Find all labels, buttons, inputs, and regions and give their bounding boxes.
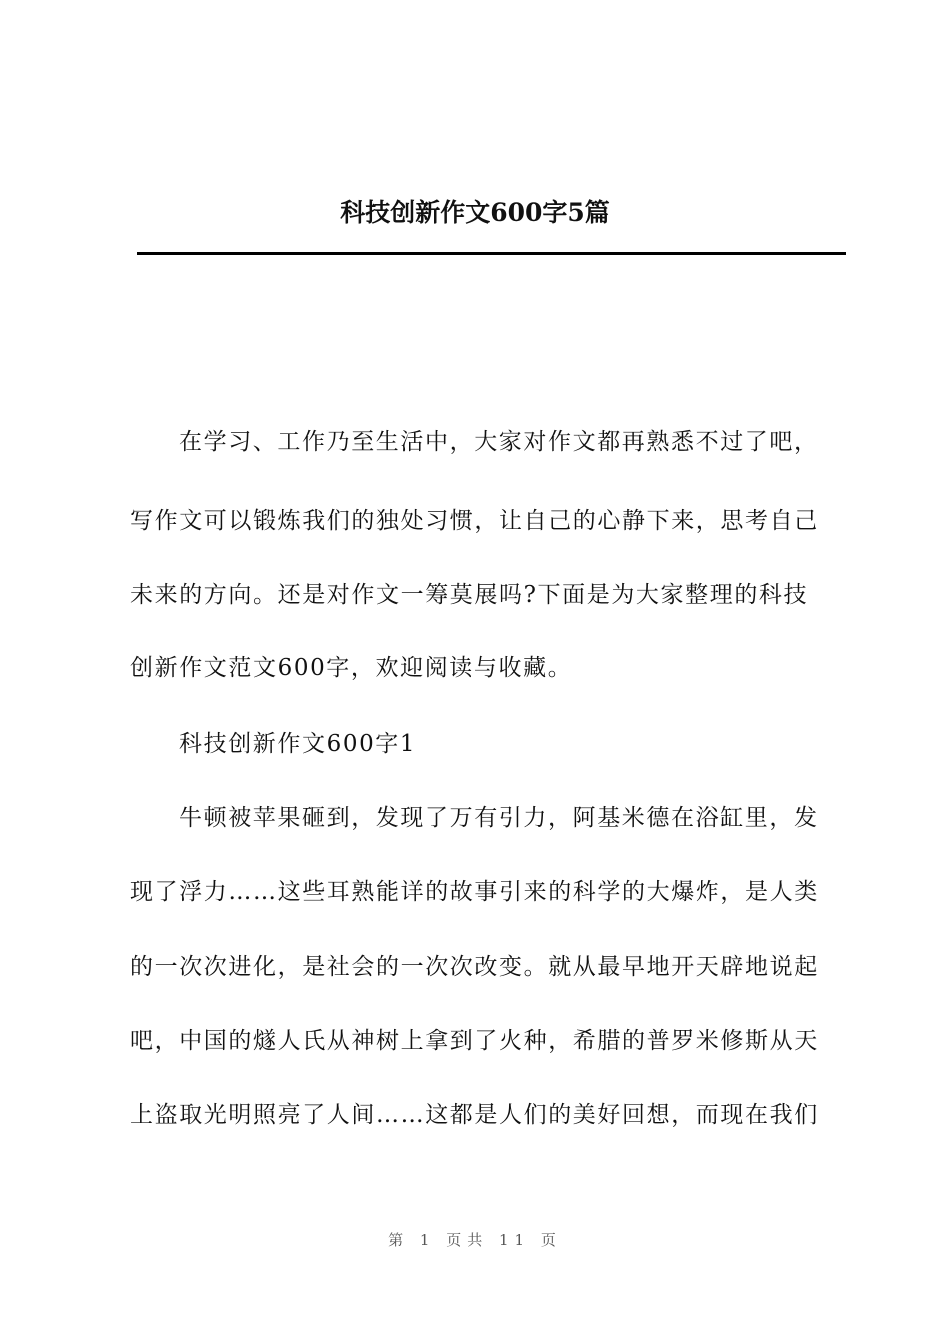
intro-line-2: 写作文可以锻炼我们的独处习惯，让自己的心静下来，思考自己 xyxy=(130,508,819,534)
section-heading: 科技创新作文600字1 xyxy=(179,731,417,757)
document-title: 科技创新作文600字5篇 xyxy=(340,198,610,227)
essay-line-2: 现了浮力……这些耳熟能详的故事引来的科学的大爆炸，是人类 xyxy=(130,879,819,905)
essay-line-3: 的一次次进化，是社会的一次次改变。就从最早地开天辟地说起 xyxy=(130,954,819,980)
intro-line-4: 创新作文范文600字，欢迎阅读与收藏。 xyxy=(130,655,573,681)
essay-line-4: 吧，中国的燧人氏从神树上拿到了火种，希腊的普罗米修斯从天 xyxy=(130,1028,819,1054)
intro-line-1: 在学习、工作乃至生活中，大家对作文都再熟悉不过了吧， xyxy=(179,429,819,455)
title-divider xyxy=(137,252,846,255)
essay-line-5: 上盗取光明照亮了人间……这都是人们的美好回想，而现在我们 xyxy=(130,1102,819,1128)
intro-line-3: 未来的方向。还是对作文一筹莫展吗?下面是为大家整理的科技 xyxy=(130,582,809,608)
page-number-footer: 第 1 页共 11 页 xyxy=(388,1231,562,1249)
essay-line-1: 牛顿被苹果砸到，发现了万有引力，阿基米德在浴缸里，发 xyxy=(179,805,819,831)
